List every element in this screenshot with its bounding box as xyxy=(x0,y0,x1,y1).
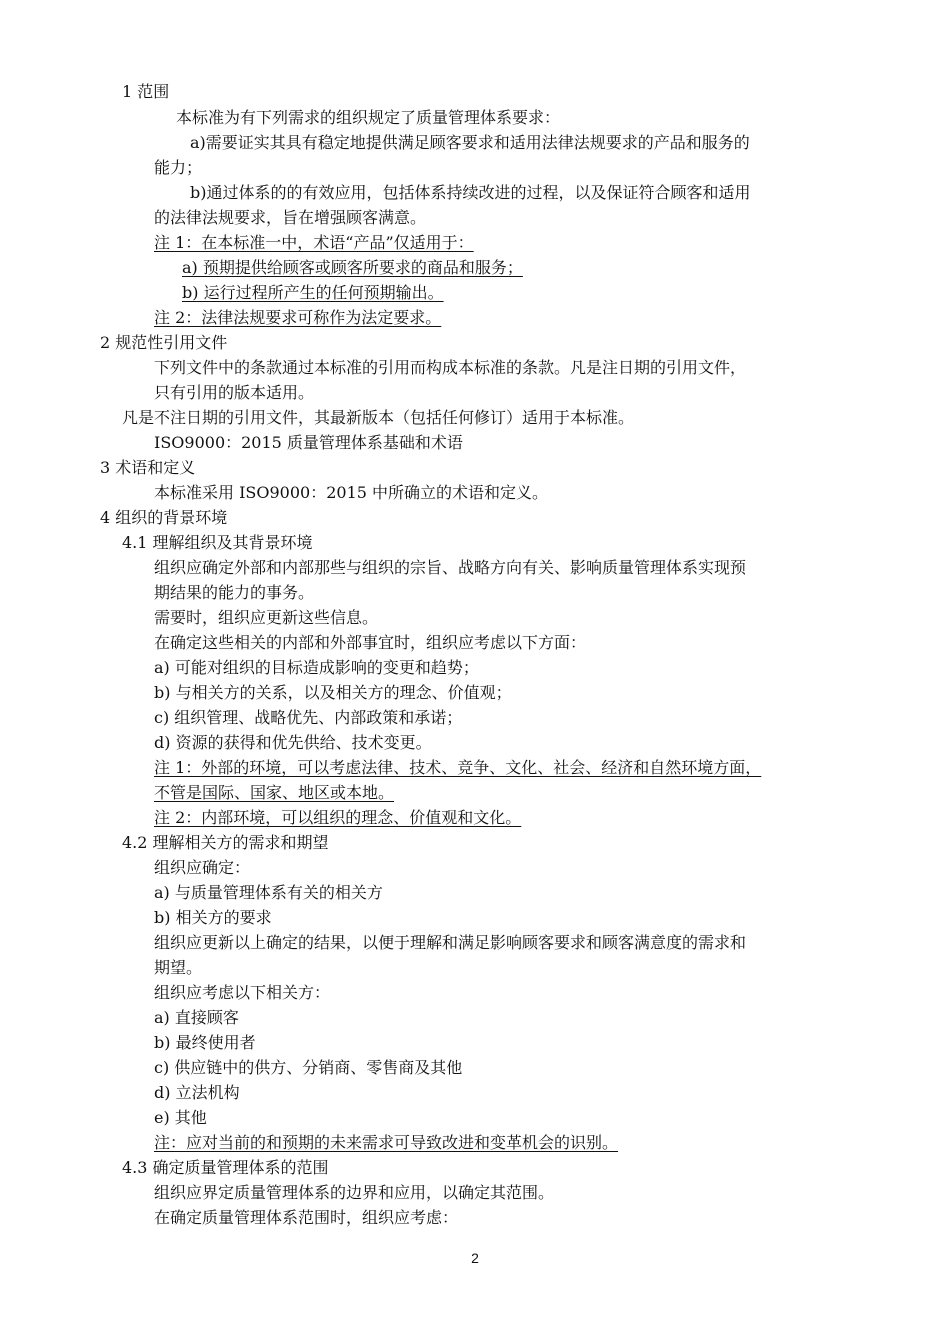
note-line: 注 1：在本标准一中，术语“产品”仅适用于： xyxy=(154,233,474,252)
subsection-heading: 4.1 理解组织及其背景环境 xyxy=(122,533,313,552)
section-heading: 3 术语和定义 xyxy=(100,458,196,477)
list-item: b) 最终使用者 xyxy=(154,1033,256,1052)
paragraph-line: 期望。 xyxy=(154,958,203,977)
section-heading: 2 规范性引用文件 xyxy=(100,333,228,352)
paragraph-line: 本标准为有下列需求的组织规定了质量管理体系要求： xyxy=(176,108,561,127)
note-line: 不管是国际、国家、地区或本地。 xyxy=(154,783,395,802)
section-heading: 1 范围 xyxy=(122,82,170,101)
page-number: 2 xyxy=(471,1250,479,1266)
paragraph-line: 凡是不注日期的引用文件，其最新版本（包括任何修订）适用于本标准。 xyxy=(122,408,635,427)
note-line: 注：应对当前的和预期的未来需求可导致改进和变革机会的识别。 xyxy=(154,1133,619,1152)
paragraph-line: 只有引用的版本适用。 xyxy=(154,383,315,402)
paragraph-line: 在确定质量管理体系范围时，组织应考虑： xyxy=(154,1208,459,1227)
list-item: d) 立法机构 xyxy=(154,1083,240,1102)
paragraph-line: 期结果的能力的事务。 xyxy=(154,583,315,602)
paragraph-line: 下列文件中的条款通过本标准的引用而构成本标准的条款。凡是注日期的引用文件， xyxy=(154,358,747,377)
list-item: c) 供应链中的供方、分销商、零售商及其他 xyxy=(154,1058,463,1077)
paragraph-line: 组织应确定外部和内部那些与组织的宗旨、战略方向有关、影响质量管理体系实现预 xyxy=(154,558,747,577)
paragraph-line: 的法律法规要求，旨在增强顾客满意。 xyxy=(154,208,427,227)
note-line: 注 1：外部的环境，可以考虑法律、技术、竞争、文化、社会、经济和自然环境方面， xyxy=(154,758,762,777)
list-item: b) 相关方的要求 xyxy=(154,908,272,927)
list-item: d) 资源的获得和优先供给、技术变更。 xyxy=(154,733,432,752)
subsection-heading: 4.2 理解相关方的需求和期望 xyxy=(122,833,329,852)
subsection-heading: 4.3 确定质量管理体系的范围 xyxy=(122,1158,329,1177)
paragraph-line: 本标准采用 ISO9000：2015 中所确立的术语和定义。 xyxy=(154,483,549,502)
paragraph-line: 组织应更新以上确定的结果，以便于理解和满足影响顾客要求和顾客满意度的需求和 xyxy=(154,933,747,952)
list-item: a)需要证实其具有稳定地提供满足顾客要求和适用法律法规要求的产品和服务的 xyxy=(190,133,750,152)
section-heading: 4 组织的背景环境 xyxy=(100,508,228,527)
list-item: a) 与质量管理体系有关的相关方 xyxy=(154,883,383,902)
paragraph-line: 组织应确定： xyxy=(154,858,251,877)
paragraph-line: 需要时，组织应更新这些信息。 xyxy=(154,608,379,627)
list-item: c) 组织管理、战略优先、内部政策和承诺； xyxy=(154,708,463,727)
list-item: b) 与相关方的关系，以及相关方的理念、价值观； xyxy=(154,683,512,702)
paragraph-line: 组织应界定质量管理体系的边界和应用，以确定其范围。 xyxy=(154,1183,555,1202)
list-item: b)通过体系的的有效应用，包括体系持续改进的过程，以及保证符合顾客和适用 xyxy=(190,183,751,202)
reference-line: ISO9000：2015 质量管理体系基础和术语 xyxy=(154,433,463,452)
note-line: 注 2：内部环境，可以组织的理念、价值观和文化。 xyxy=(154,808,522,827)
paragraph-line: 在确定这些相关的内部和外部事宜时，组织应考虑以下方面： xyxy=(154,633,587,652)
note-list-item: b) 运行过程所产生的任何预期输出。 xyxy=(182,283,444,302)
list-item: a) 可能对组织的目标造成影响的变更和趋势； xyxy=(154,658,479,677)
paragraph-line: 能力； xyxy=(154,158,203,177)
list-item: e) 其他 xyxy=(154,1108,207,1127)
list-item: a) 直接顾客 xyxy=(154,1008,239,1027)
paragraph-line: 组织应考虑以下相关方： xyxy=(154,983,331,1002)
note-line: 注 2：法律法规要求可称作为法定要求。 xyxy=(154,308,442,327)
note-list-item: a) 预期提供给顾客或顾客所要求的商品和服务； xyxy=(182,258,523,277)
